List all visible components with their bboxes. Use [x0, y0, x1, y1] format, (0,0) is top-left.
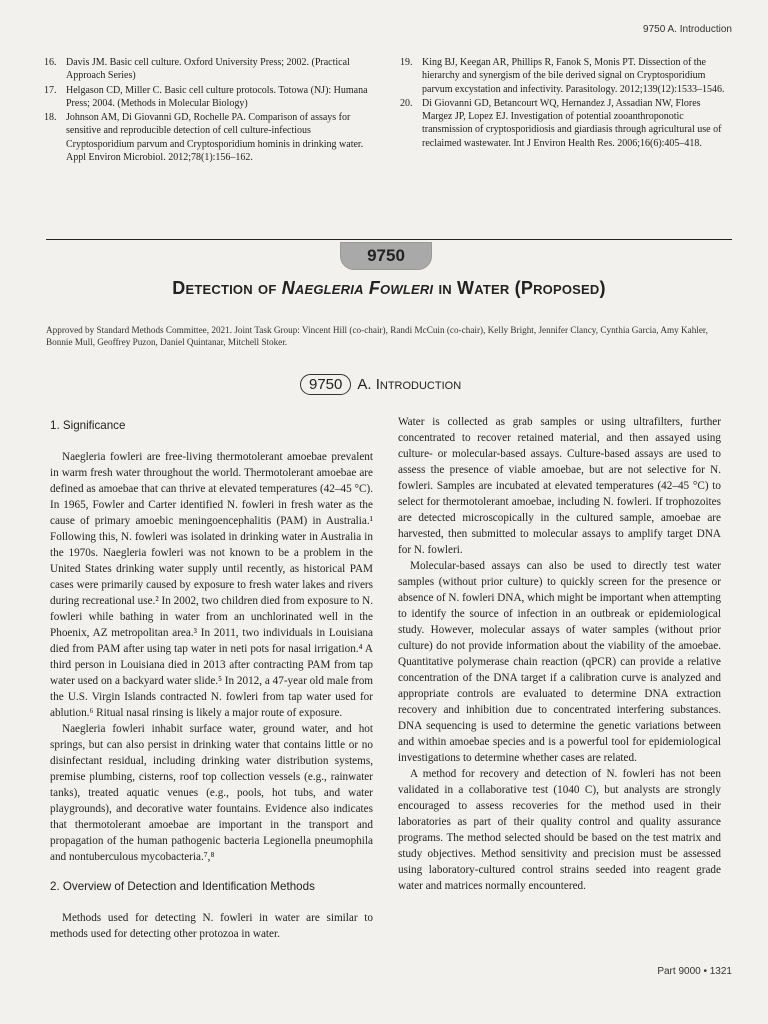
running-head: 9750 A. Introduction	[643, 24, 732, 35]
reference-text: Davis JM. Basic cell culture. Oxford University Press; 2002. (Practical Approach Series)	[66, 57, 350, 82]
paragraph: Naegleria fowleri inhabit surface water, ground water, and hot springs, but can also persist in drinking water that contains little or no disinfectant residual, including drinking water distribution systems, premise plumbing, cisterns, roof top collection vessels (e.g., rainwater tanks), treated aquatic venues (e.g., pools, hot tubs, and water playgrounds), and decorative water fountains. Evidence also indicates that thermotolerant amoebae are important in the transport and propagation of the human pathogenic bacteria Legionella pneumophila and nontuberculous mycobacteria.⁷,⁸	[50, 722, 373, 863]
left-column	[50, 418, 373, 942]
reference-item	[400, 97, 730, 150]
heading-significance: 1. Significance	[50, 419, 126, 432]
page-footer: Part 9000 • 1321	[657, 966, 732, 977]
paragraph: Naegleria fowleri are free-living thermotolerant amoebae prevalent in warm fresh water throughout the world. Thermotolerant amoebae are defined as amoebae that can thrive at elevated temperatures (42–45 °C). In 1965, Fowler and Carter identified N. fowleri in fresh water as the cause of primary amoebic meningoencephalitis (PAM) in Australia.¹ Following this, N. fowleri was isolated in drinking water in Australia in the 1970s. Naegleria fowleri was not known to be a problem in the United States drinking water supply until recently, as historical PAM cases were primarily caused by exposure to fresh water lakes and rivers during recreational use.² In 2002, two children died from exposure to N. fowleri while bathing in water from an unchlorinated well in the Phoenix, AZ metropolitan area.³ In 2011, two individuals in Louisiana died from PAM after using tap water in neti pots for nasal irrigation.⁴ A third person in Louisiana died in 2013 after contracting PAM from tap water used on a backyard water slide.⁵ In 2012, a 47-year old male from the U.S. Virgin Islands contracted N. fowleri from tap water used for ablution.⁶ Ritual nasal rinsing is likely a major route of exposure.	[50, 450, 373, 719]
reference-number: 19.	[400, 57, 413, 68]
section-title-pre: Detection of	[172, 278, 282, 298]
reference-number: 20.	[400, 97, 413, 109]
reference-number: 17.	[44, 84, 57, 96]
references-left	[44, 56, 374, 165]
heading-overview: 2. Overview of Detection and Identification Methods	[50, 879, 315, 893]
reference-item	[44, 84, 374, 111]
paragraph: A method for recovery and detection of N. fowleri has not been validated in a collaborative test (1040 C), but analysts are strongly encouraged to assess recoveries for the method used in their laboratories as part of their quality control and quality assurance programs. The method selected should be based on the test matrix and study objectives. Method sensitivity and precision must be assessed using laboratory-cultured control strains seeded into reagent grade water and matrices normally encountered.	[398, 768, 721, 893]
reference-item	[44, 111, 374, 164]
paragraph: Methods used for detecting N. fowleri in water are similar to methods used for detecting other protozoa in water.	[50, 911, 373, 940]
reference-text: Helgason CD, Miller C. Basic cell culture protocols. Totowa (NJ): Humana Press; 2004. (Methods in Molecular Biology)	[66, 84, 368, 109]
reference-item	[44, 56, 374, 83]
right-column	[398, 414, 721, 894]
reference-item	[400, 56, 730, 96]
section-title-organism: Naegleria Fowleri	[281, 278, 434, 298]
reference-text: Johnson AM, Di Giovanni GD, Rochelle PA. Comparison of assays for sensitive and reproducible detection of cell culture-infectious Cryptosporidium parvum and Cryptosporidium hominis in drinking water. Appl Environ Microbiol. 2012;78(1):156–162.	[66, 112, 364, 164]
subsection-title: A. Introduction	[357, 376, 462, 393]
subsection-heading	[300, 374, 461, 395]
section-title	[46, 278, 732, 299]
reference-text: King BJ, Keegan AR, Phillips R, Fanok S, Monis PT. Dissection of the hierarchy and synergism of the bile derived signal on Cryptosporidium parvum excystation and infectivity. Parasitology. 2012;139(12):1533–1546.	[422, 57, 725, 95]
paragraph: Molecular-based assays can also be used to directly test water samples (without prior culture) to quickly screen for the presence or absence of N. fowleri DNA, which might be important when attempting to identify the source of infection in an outbreak or epidemiological study. However, molecular assays of water samples (without prior culture) do not provide information about the viability of the amoebae. Quantitative polymerase chain reaction (qPCR) can provide a relative concentration of the DNA target if a calibration curve is analyzed and appropriate controls are evaluated to determine DNA extraction recovery and inhibition due to concentrated interfering substances. DNA sequencing is used to determine the genetic variations between and within amoebae species and is a powerful tool for epidemiological investigations to determine whether cases are related.	[398, 560, 721, 765]
references-right	[400, 56, 730, 151]
reference-number: 16.	[44, 57, 57, 68]
subsection-number: 9750	[300, 374, 351, 395]
section-title-post: in Water (Proposed)	[433, 278, 606, 298]
reference-number: 18.	[44, 112, 57, 124]
reference-text: Di Giovanni GD, Betancourt WQ, Hernandez J, Assadian NW, Flores Margez JP, Lopez EJ. Investigation of potential zooanthroponotic transmission of cryptosporidiosis and giardiasis through agricultural use of reclaimed wastewater. Int J Environ Health Res. 2006;16(6):405–418.	[422, 97, 722, 149]
approval-note: Approved by Standard Methods Committee, 2021. Joint Task Group: Vincent Hill (co-chair), Randi McCuin (co-chair), Kelly Bright, Jennifer Clancy, Cynthia Garcia, Amy Kahler, Bonnie Mull, Geoffrey Puzon, Daniel Quintanar, Mitchell Stoker.	[46, 325, 708, 348]
section-divider	[46, 239, 732, 240]
paragraph: Water is collected as grab samples or using ultrafilters, further concentrated to recover retained material, and then assayed using culture- or molecular-based assays. Culture-based assays are used to assess the presence of viable amoebae, but are not selective for N. fowleri. Samples are incubated at elevated temperatures (42–45 °C) to select for thermotolerant amoebae, including N. fowleri. If trophozoites are detected microscopically in the cultured sample, amoebae are harvested, then submitted to molecular assays to amplify target DNA for N. fowleri.	[398, 416, 721, 557]
section-number-badge: 9750	[340, 242, 432, 270]
